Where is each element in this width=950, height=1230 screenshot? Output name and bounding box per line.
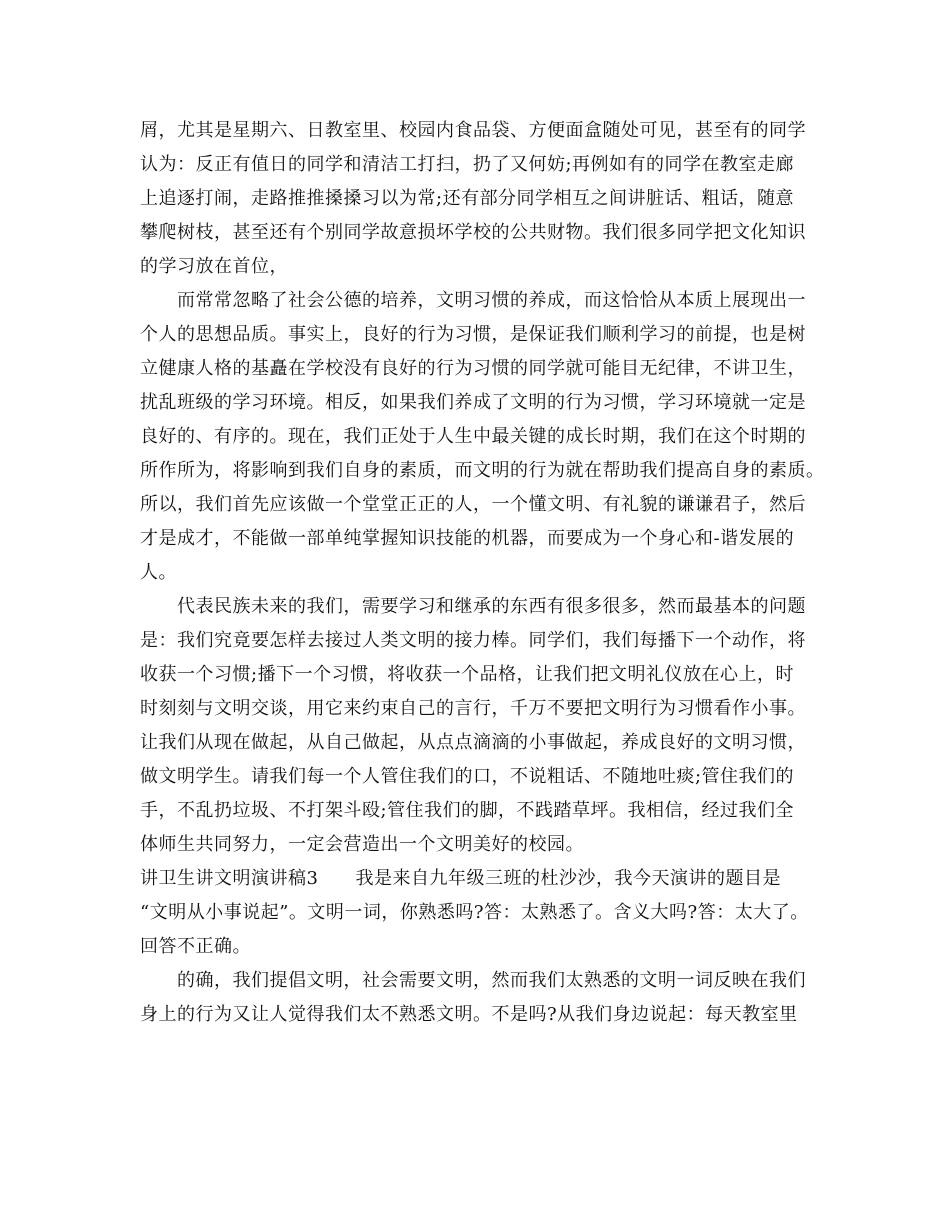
text-line: 让我们从现在做起，从自己做起，从点点滴滴的小事做起，养成良好的文明习惯， (140, 732, 806, 753)
text-line: 人。 (140, 562, 177, 583)
text-line: 认为：反正有值日的同学和清洁工打扫，扔了又何妨;再例如有的同学在教室走廊 (140, 154, 795, 175)
section-heading-line: 讲卫生讲文明演讲稿3 我是来自九年级三班的杜沙沙，我今天演讲的题目是 (140, 868, 781, 889)
paragraph-start-line: 的确，我们提倡文明，社会需要文明，然而我们太熟悉的文明一词反映在我们 (177, 970, 806, 991)
document-body (140, 114, 830, 1032)
text-line: 立健康人格的基矗在学校没有良好的行为习惯的同学就可能目无纪律，不讲卫生， (140, 358, 806, 379)
text-line: 所作所为，将影响到我们自身的素质，而文明的行为就在帮助我们提高自身的素质。 (140, 460, 825, 481)
text-line: 时刻刻与文明交谈，用它来约束自己的言行，千万不要把文明行为习惯看作小事。 (140, 698, 806, 719)
text-line: 扰乱班级的学习环境。相反，如果我们养成了文明的行为习惯，学习环境就一定是 (140, 392, 806, 413)
text-line: 攀爬树枝，甚至还有个别同学故意损坏学校的公共财物。我们很多同学把文化知识 (140, 222, 806, 243)
text-line: 体师生共同努力，一定会营造出一个文明美好的校园。 (140, 834, 584, 855)
text-line: 所以，我们首先应该做一个堂堂正正的人，一个懂文明、有礼貌的谦谦君子，然后 (140, 494, 806, 515)
text-line: 回答不正确。 (140, 936, 251, 957)
text-line: 收获一个习惯;播下一个习惯，将收获一个品格，让我们把文明礼仪放在心上，时 (140, 664, 795, 685)
text-line: 上追逐打闹，走路推推搡搡习以为常;还有部分同学相互之间讲脏话、粗话，随意 (140, 188, 795, 209)
paragraph-start-line: 而常常忽略了社会公德的培养，文明习惯的养成，而这恰恰从本质上展现出一 (177, 290, 806, 311)
text-line: 的学习放在首位， (140, 256, 288, 277)
text-line: 屑，尤其是星期六、日教室里、校园内食品袋、方便面盒随处可见，甚至有的同学 (140, 120, 806, 141)
paragraph-start-line: 代表民族未来的我们，需要学习和继承的东西有很多很多，然而最基本的问题 (177, 596, 806, 617)
text-line: 身上的行为又让人觉得我们太不熟悉文明。不是吗?从我们身边说起：每天教室里 (140, 1004, 798, 1025)
text-line: 做文明学生。请我们每一个人管住我们的口，不说粗话、不随地吐痰;管住我们的 (140, 766, 795, 787)
text-line: “文明从小事说起”。文明一词，你熟悉吗?答：太熟悉了。含义大吗?答：太大了。 (140, 902, 809, 923)
text-line: 个人的思想品质。事实上，良好的行为习惯，是保证我们顺利学习的前提，也是树 (140, 324, 806, 345)
text-line: 是：我们究竟要怎样去接过人类文明的接力棒。同学们，我们每播下一个动作，将 (140, 630, 806, 651)
text-line: 良好的、有序的。现在，我们正处于人生中最关键的成长时期，我们在这个时期的 (140, 426, 806, 447)
text-line: 才是成才，不能做一部单纯掌握知识技能的机器，而要成为一个身心和-谐发展的 (140, 528, 795, 549)
text-line: 手，不乱扔垃圾、不打架斗殴;管住我们的脚，不践踏草坪。我相信，经过我们全 (140, 800, 795, 821)
